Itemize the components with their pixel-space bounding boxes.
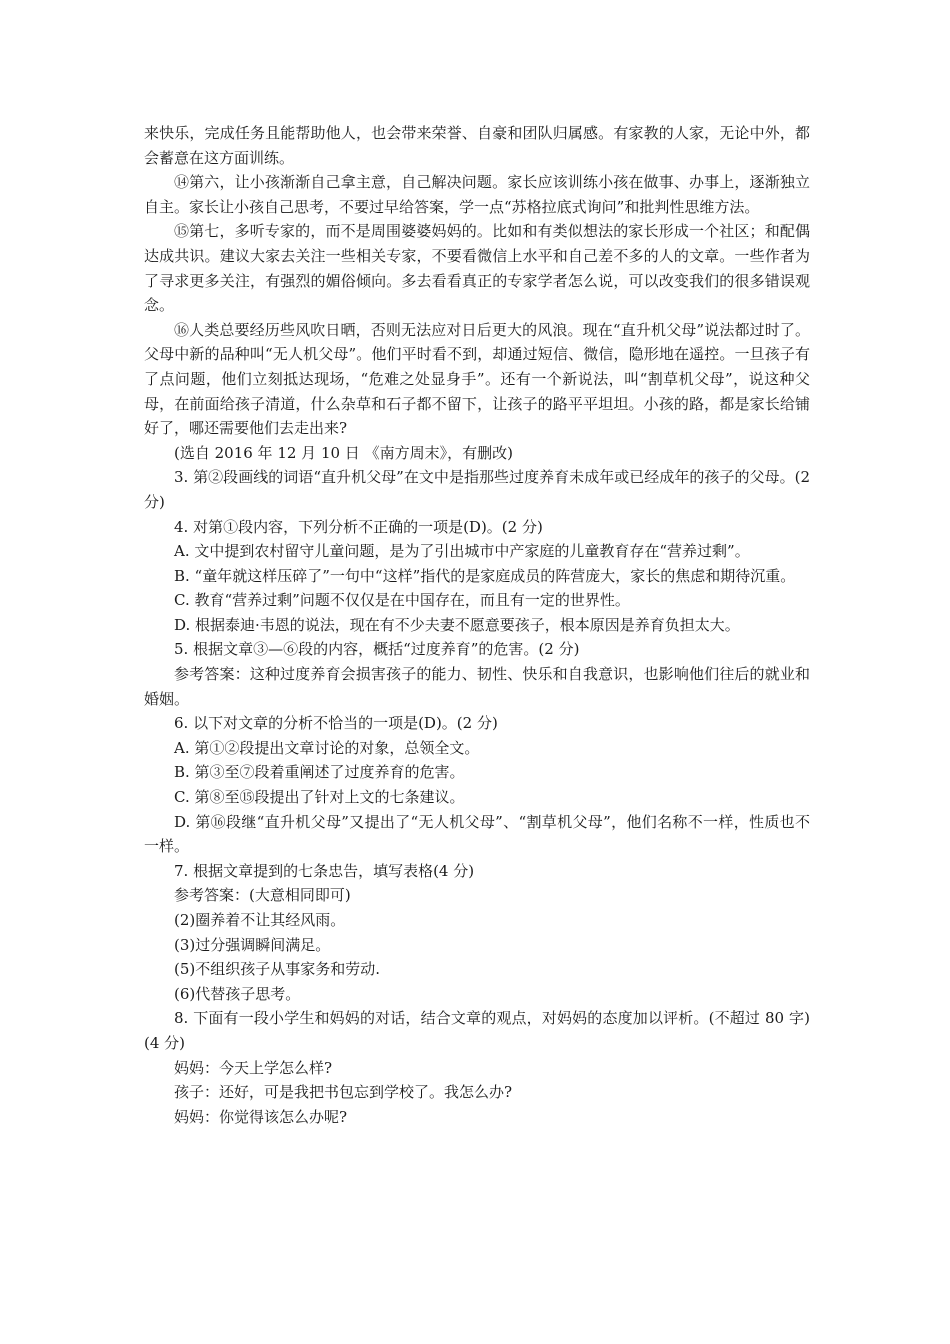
question-7-answer-item-2: (2)圈养着不让其经风雨。	[174, 911, 346, 929]
question-4-option-b: B. “童年就这样压碎了”一句中“这样”指代的是家庭成员的阵营庞大，家长的焦虑和期待沉重。	[174, 566, 796, 585]
question-8: 8. 下面有一段小学生和妈妈的对话，结合文章的观点，对妈妈的态度加以评析。(不超过 80 字)(4 分)	[144, 1009, 810, 1052]
question-6: 6. 以下对文章的分析不恰当的一项是(D)。(2 分)	[174, 714, 498, 733]
paragraph-continuation: 来快乐，完成任务且能帮助他人，也会带来荣誉、自豪和团队归属感。有家教的人家，无论中外，都会蓄意在这方面训练。	[144, 124, 810, 167]
document-page	[144, 121, 810, 1129]
question-7-answer-item-5: (5)不组织孩子从事家务和劳动.	[174, 960, 381, 979]
question-6-option-a: A. 第①②段提出文章讨论的对象，总领全文。	[174, 738, 480, 757]
question-7-answer-item-3: (3)过分强调瞬间满足。	[174, 935, 331, 954]
paragraph-14: ⑭第六，让小孩渐渐自己拿主意，自己解决问题。家长应该训练小孩在做事、办事上，逐渐独立自主。家长让小孩自己思考，不要过早给答案，学一点“苏格拉底式询问”和批判性思维方法。	[144, 173, 810, 216]
dialogue-line-mother-2: 妈妈：你觉得该怎么办呢?	[174, 1107, 348, 1126]
question-3: 3. 第②段画线的词语“直升机父母”在文中是指那些过度养育未成年或已经成年的孩子的父母。(2 分)	[144, 468, 810, 511]
question-4-option-a: A. 文中提到农村留守儿童问题，是为了引出城市中产家庭的儿童教育存在“营养过剩”。	[174, 542, 750, 561]
question-6-option-d: D. 第⑯段继“直升机父母”又提出了“无人机父母”、“割草机父母”，他们名称不一样，性质也不一样。	[144, 812, 810, 856]
paragraph-16: ⑯人类总要经历些风吹日晒，否则无法应对日后更大的风浪。现在“直升机父母”说法都过时了。父母中新的品种叫“无人机父母”。他们平时看不到，却通过短信、微信，隐形地在遥控。一旦孩子有了点问题，他们立刻抵达现场，“危难之处显身手”。还有一个新说法，叫“割草机父母”，说这种父母，在前面给孩子清道，什么杂草和石子都不留下，让孩子的路平平坦坦。小孩的路，都是家长给铺好了，哪还需要他们去走出来?	[144, 320, 810, 438]
question-4-option-d: D. 根据泰迪·韦恩的说法，现在有不少夫妻不愿意要孩子，根本原因是养育负担太大。	[174, 615, 740, 634]
source-note: (选自 2016 年 12 月 10 日 《南方周末》，有删改)	[174, 443, 513, 462]
dialogue-line-mother-1: 妈妈：今天上学怎么样?	[174, 1058, 333, 1077]
question-6-option-c: C. 第⑧至⑮段提出了针对上文的七条建议。	[174, 788, 465, 807]
question-4: 4. 对第①段内容，下列分析不正确的一项是(D)。(2 分)	[174, 517, 543, 536]
question-7-answer-item-6: (6)代替孩子思考。	[174, 984, 301, 1003]
question-7: 7. 根据文章提到的七条忠告，填写表格(4 分)	[174, 861, 475, 880]
question-5: 5. 根据文章③—⑥段的内容，概括“过度养育”的危害。(2 分)	[174, 640, 580, 659]
question-7-answer: 参考答案：(大意相同即可)	[174, 886, 351, 905]
paragraph-15: ⑮第七，多听专家的，而不是周围婆婆妈妈的。比如和有类似想法的家长形成一个社区；和配偶达成共识。建议大家去关注一些相关专家，不要看微信上水平和自己差不多的人的文章。一些作者为了寻求更多关注，有强烈的媚俗倾向。多去看看真正的专家学者怎么说，可以改变我们的很多错误观念。	[144, 222, 810, 315]
dialogue-line-child-1: 孩子：还好，可是我把书包忘到学校了。我怎么办?	[174, 1083, 513, 1102]
question-5-answer: 参考答案：这种过度养育会损害孩子的能力、韧性、快乐和自我意识，也影响他们往后的就业和婚姻。	[144, 665, 810, 708]
question-4-option-c: C. 教育“营养过剩”问题不仅仅是在中国存在，而且有一定的世界性。	[174, 591, 630, 610]
question-6-option-b: B. 第③至⑦段着重阐述了过度养育的危害。	[174, 763, 465, 782]
